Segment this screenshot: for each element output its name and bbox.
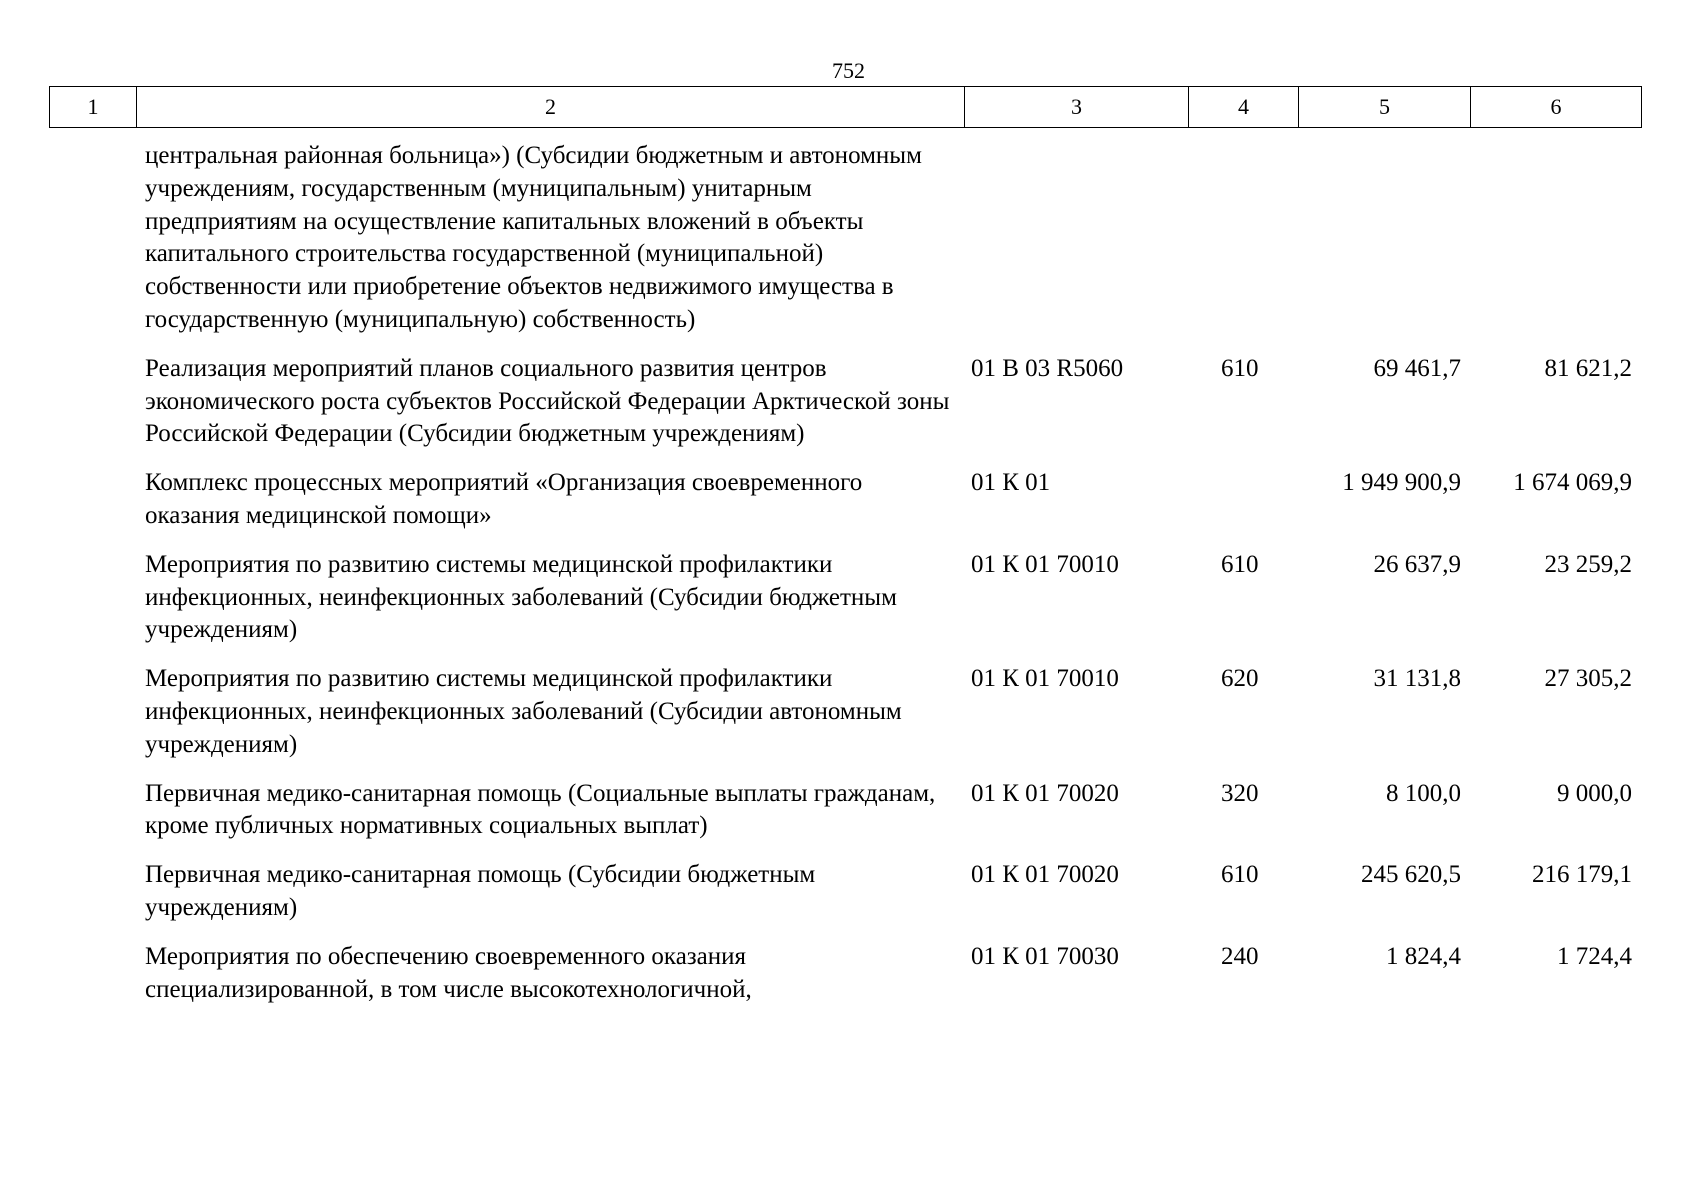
row-description: Мероприятия по развитию системы медицинской профилактики инфекционных, неинфекционных заболеваний (Субсидии автономным учреждениям) [145,665,902,758]
table-row [49,549,1641,647]
row-description: Мероприятия по обеспечению своевременного оказания специализированной, в том числе высокотехнологичной, [145,942,752,1003]
row-description: Первичная медико-санитарная помощь (Социальные выплаты гражданам, кроме публичных нормативных социальных выплат) [145,779,936,840]
row-description: Реализация мероприятий планов социального развития центров экономического роста субъектов Российской Федерации Арктической зоны Российской Федерации (Субсидии бюджетным учреждениям) [145,354,950,448]
row-description: Мероприятия по развитию системы медицинской профилактики инфекционных, неинфекционных заболеваний (Субсидии бюджетным учреждениям) [145,550,897,644]
column-header-row [50,87,1642,128]
table-row [49,353,1641,451]
row-expense-type: 620 [1221,665,1259,693]
row-code: 01 К 01 70010 [971,665,1119,693]
row-description: Комплекс процессных мероприятий «Организация своевременного оказания медицинской помощи» [145,469,863,529]
row-value-5: 1 949 900,9 [1342,469,1461,497]
column-header-5: 5 [1299,87,1471,128]
row-description: Первичная медико-санитарная помощь (Субсидии бюджетным учреждениям) [145,861,816,921]
row-code: 01 К 01 70010 [971,550,1119,578]
row-value-5 [1298,140,1470,337]
column-header-table [49,86,1642,128]
row-value-6: 23 259,2 [1544,550,1632,578]
row-expense-type: 320 [1221,779,1259,807]
row-code: 01 В 03 R5060 [971,354,1124,382]
column-header-4: 4 [1189,87,1299,128]
table-row [49,941,1641,1007]
table-row [49,778,1641,844]
table-body [49,140,1641,1022]
row-value-5: 1 824,4 [1386,942,1461,970]
row-expense-type: 610 [1221,550,1259,578]
table-row [49,140,1641,337]
row-code: 01 К 01 [971,469,1051,497]
row-value-6: 27 305,2 [1544,665,1632,693]
row-value-6: 1 724,4 [1557,942,1632,970]
column-header-6: 6 [1471,87,1642,128]
page-number: 752 [832,58,865,83]
row-value-6: 216 179,1 [1532,861,1632,889]
row-description: центральная районная больница») (Субсидии бюджетным и автономным учреждениям, государственным (муниципальным) унитарным предприятиям на осуществление капитальных вложений в объекты капитального строительства государственной (муниципальной) собственности или приобретение объектов недвижимого имущества в государственную (муниципальную) собственность) [145,142,922,333]
row-expense-type: 610 [1221,354,1259,382]
table-row [49,859,1641,925]
row-value-5: 69 461,7 [1373,354,1461,382]
row-expense-type [1188,140,1298,337]
row-code: 01 К 01 70020 [971,861,1119,889]
column-header-3: 3 [965,87,1189,128]
row-code [964,140,1188,337]
column-header-2: 2 [137,87,965,128]
row-code: 01 К 01 70020 [971,779,1119,807]
row-value-5: 31 131,8 [1373,665,1461,693]
row-expense-type [1188,467,1298,533]
row-expense-type: 610 [1221,861,1259,889]
column-header-1: 1 [50,87,137,128]
row-value-6: 1 674 069,9 [1513,469,1632,497]
row-value-6: 81 621,2 [1544,354,1632,382]
row-value-6 [1470,140,1641,337]
row-expense-type: 240 [1221,942,1259,970]
row-code: 01 К 01 70030 [971,942,1119,970]
table-row [49,467,1641,533]
row-value-5: 26 637,9 [1373,550,1461,578]
row-value-6: 9 000,0 [1557,779,1632,807]
table-row [49,663,1641,761]
row-value-5: 8 100,0 [1386,779,1461,807]
row-value-5: 245 620,5 [1361,861,1461,889]
